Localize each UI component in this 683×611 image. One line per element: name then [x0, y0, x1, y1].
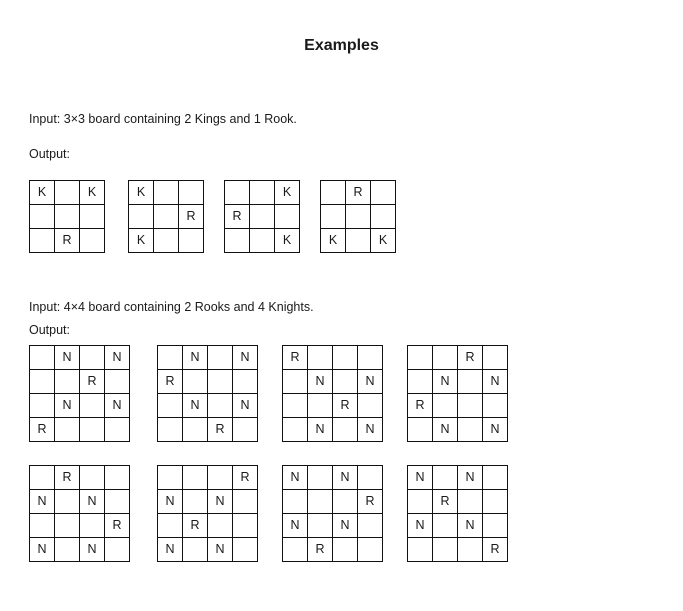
- board-cell: N: [433, 370, 458, 394]
- example1-input-text: Input: 3×3 board containing 2 Kings and 1 Rook.: [29, 112, 297, 126]
- example1-board-3: [224, 180, 300, 253]
- example2-board-5: [29, 465, 130, 562]
- board-cell: [183, 418, 208, 442]
- board-cell: N: [458, 514, 483, 538]
- board-cell: [208, 514, 233, 538]
- example1-board-4: [320, 180, 396, 253]
- board-cell: [158, 514, 183, 538]
- board-cell: [275, 205, 300, 229]
- board-cell: [250, 205, 275, 229]
- board-cell: R: [183, 514, 208, 538]
- board-cell: [208, 394, 233, 418]
- board-cell: [483, 346, 508, 370]
- board-cell: [433, 346, 458, 370]
- board-cell: [358, 394, 383, 418]
- board-cell: [283, 370, 308, 394]
- board-cell: [308, 346, 333, 370]
- board-cell: K: [321, 229, 346, 253]
- board-cell: [250, 229, 275, 253]
- board-cell: [105, 490, 130, 514]
- board-cell: N: [80, 490, 105, 514]
- example2-board-3: [282, 345, 383, 442]
- board-cell: [333, 418, 358, 442]
- board-cell: [458, 490, 483, 514]
- board-cell: R: [179, 205, 204, 229]
- example2-board-4: [407, 345, 508, 442]
- board-cell: N: [55, 394, 80, 418]
- board-cell: [154, 229, 179, 253]
- board-cell: [283, 538, 308, 562]
- board-cell: R: [433, 490, 458, 514]
- board-cell: [105, 466, 130, 490]
- board-cell: [358, 346, 383, 370]
- board-cell: N: [183, 346, 208, 370]
- board-cell: [458, 418, 483, 442]
- board-cell: N: [283, 466, 308, 490]
- board-cell: [346, 205, 371, 229]
- board-cell: R: [208, 418, 233, 442]
- board-cell: [358, 538, 383, 562]
- board-cell: N: [208, 538, 233, 562]
- board-cell: [233, 490, 258, 514]
- board-cell: N: [483, 370, 508, 394]
- board-cell: [225, 181, 250, 205]
- example2-input-text: Input: 4×4 board containing 2 Rooks and 4 Knights.: [29, 300, 314, 314]
- board-cell: [346, 229, 371, 253]
- board-cell: [154, 181, 179, 205]
- board-cell: [225, 229, 250, 253]
- board-cell: R: [30, 418, 55, 442]
- board-cell: R: [483, 538, 508, 562]
- board-cell: [321, 205, 346, 229]
- board-cell: [233, 370, 258, 394]
- board-cell: N: [233, 346, 258, 370]
- board-cell: [371, 205, 396, 229]
- board-cell: [433, 394, 458, 418]
- board-cell: [183, 538, 208, 562]
- board-cell: [179, 229, 204, 253]
- board-cell: [30, 346, 55, 370]
- board-cell: [80, 466, 105, 490]
- board-cell: R: [358, 490, 383, 514]
- board-cell: N: [358, 370, 383, 394]
- board-cell: [308, 466, 333, 490]
- board-cell: R: [346, 181, 371, 205]
- example2-board-1: [29, 345, 130, 442]
- board-cell: [433, 538, 458, 562]
- board-cell: N: [158, 490, 183, 514]
- board-cell: [458, 394, 483, 418]
- board-cell: N: [283, 514, 308, 538]
- board-cell: [250, 181, 275, 205]
- board-cell: N: [358, 418, 383, 442]
- board-cell: N: [30, 490, 55, 514]
- page-title: Examples: [304, 37, 379, 54]
- board-cell: [233, 418, 258, 442]
- board-cell: N: [308, 418, 333, 442]
- board-cell: N: [408, 466, 433, 490]
- board-cell: [458, 538, 483, 562]
- board-cell: R: [408, 394, 433, 418]
- board-cell: [483, 490, 508, 514]
- board-cell: R: [55, 229, 80, 253]
- board-cell: [55, 205, 80, 229]
- board-cell: K: [129, 181, 154, 205]
- board-cell: N: [55, 346, 80, 370]
- board-cell: [105, 418, 130, 442]
- board-cell: K: [30, 181, 55, 205]
- board-cell: R: [55, 466, 80, 490]
- example1-output-label: Output:: [29, 147, 70, 161]
- board-cell: [283, 490, 308, 514]
- board-cell: K: [371, 229, 396, 253]
- board-cell: [371, 181, 396, 205]
- board-cell: [80, 346, 105, 370]
- example2-board-8: [407, 465, 508, 562]
- board-cell: R: [225, 205, 250, 229]
- board-cell: [433, 466, 458, 490]
- board-cell: [483, 394, 508, 418]
- board-cell: [30, 466, 55, 490]
- board-cell: [105, 370, 130, 394]
- board-cell: N: [333, 514, 358, 538]
- board-cell: [283, 418, 308, 442]
- board-cell: [208, 346, 233, 370]
- board-cell: [55, 418, 80, 442]
- board-cell: [208, 370, 233, 394]
- board-cell: N: [105, 394, 130, 418]
- board-cell: [358, 466, 383, 490]
- board-cell: [183, 490, 208, 514]
- board-cell: R: [308, 538, 333, 562]
- board-cell: [408, 538, 433, 562]
- board-cell: N: [308, 370, 333, 394]
- board-cell: [80, 205, 105, 229]
- board-cell: [30, 394, 55, 418]
- board-cell: [158, 394, 183, 418]
- board-cell: N: [433, 418, 458, 442]
- board-cell: [333, 370, 358, 394]
- board-cell: N: [458, 466, 483, 490]
- board-cell: N: [183, 394, 208, 418]
- board-cell: N: [105, 346, 130, 370]
- board-cell: K: [80, 181, 105, 205]
- board-cell: [158, 418, 183, 442]
- board-cell: N: [483, 418, 508, 442]
- board-cell: [333, 346, 358, 370]
- board-cell: [358, 514, 383, 538]
- board-cell: [283, 394, 308, 418]
- board-cell: N: [208, 490, 233, 514]
- board-cell: [483, 466, 508, 490]
- board-cell: [408, 418, 433, 442]
- board-cell: [158, 346, 183, 370]
- board-cell: R: [80, 370, 105, 394]
- board-cell: [408, 370, 433, 394]
- board-cell: [308, 514, 333, 538]
- board-cell: [208, 466, 233, 490]
- example1-board-2: [128, 180, 204, 253]
- board-cell: [80, 514, 105, 538]
- board-cell: [55, 514, 80, 538]
- board-cell: N: [158, 538, 183, 562]
- board-cell: [154, 205, 179, 229]
- board-cell: [408, 490, 433, 514]
- board-cell: [55, 538, 80, 562]
- board-cell: [55, 181, 80, 205]
- board-cell: [333, 538, 358, 562]
- board-cell: R: [158, 370, 183, 394]
- board-cell: [30, 205, 55, 229]
- board-cell: [158, 466, 183, 490]
- example2-output-label: Output:: [29, 323, 70, 337]
- board-cell: R: [333, 394, 358, 418]
- board-cell: [308, 490, 333, 514]
- board-cell: K: [129, 229, 154, 253]
- board-cell: [30, 370, 55, 394]
- board-cell: [433, 514, 458, 538]
- board-cell: K: [275, 181, 300, 205]
- example2-board-7: [282, 465, 383, 562]
- example2-board-6: [157, 465, 258, 562]
- board-cell: N: [408, 514, 433, 538]
- board-cell: [80, 394, 105, 418]
- board-cell: [179, 181, 204, 205]
- board-cell: [233, 514, 258, 538]
- board-cell: N: [30, 538, 55, 562]
- board-cell: [233, 538, 258, 562]
- board-cell: [80, 418, 105, 442]
- example2-board-2: [157, 345, 258, 442]
- board-cell: [458, 370, 483, 394]
- board-cell: R: [283, 346, 308, 370]
- board-cell: [30, 229, 55, 253]
- board-cell: N: [233, 394, 258, 418]
- board-cell: N: [333, 466, 358, 490]
- example1-board-1: [29, 180, 105, 253]
- board-cell: K: [275, 229, 300, 253]
- board-cell: [308, 394, 333, 418]
- board-cell: [55, 370, 80, 394]
- board-cell: R: [458, 346, 483, 370]
- board-cell: R: [105, 514, 130, 538]
- board-cell: R: [233, 466, 258, 490]
- board-cell: [105, 538, 130, 562]
- board-cell: [129, 205, 154, 229]
- board-cell: [30, 514, 55, 538]
- board-cell: [333, 490, 358, 514]
- board-cell: [80, 229, 105, 253]
- board-cell: [408, 346, 433, 370]
- board-cell: [321, 181, 346, 205]
- board-cell: [55, 490, 80, 514]
- board-cell: [183, 370, 208, 394]
- board-cell: N: [80, 538, 105, 562]
- board-cell: [483, 514, 508, 538]
- board-cell: [183, 466, 208, 490]
